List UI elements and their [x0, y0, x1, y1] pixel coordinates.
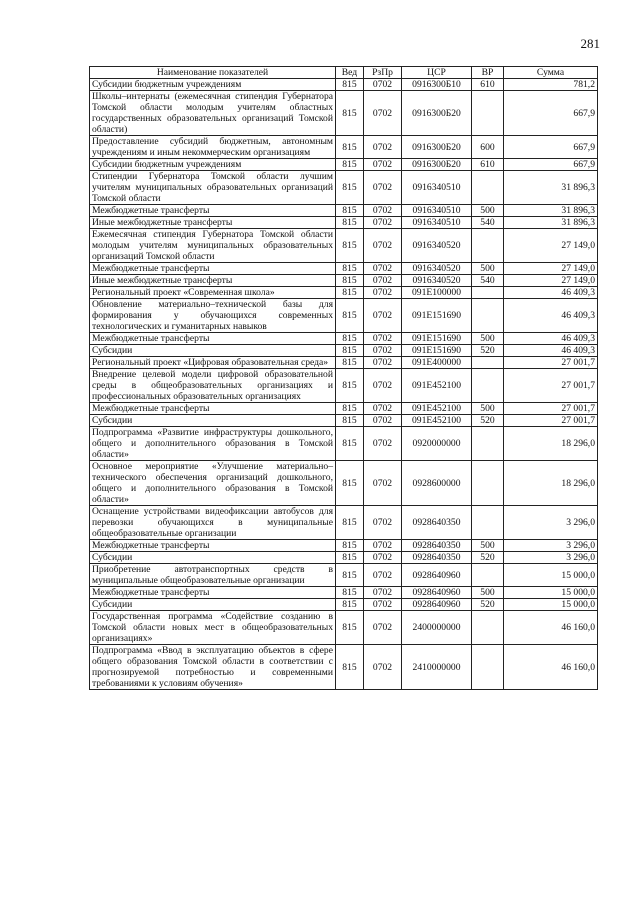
table-row — [90, 217, 598, 229]
cell-vr: 500 — [472, 403, 504, 415]
cell-csr: 091E151690 — [402, 333, 472, 345]
header-name: Наименование показателей — [90, 67, 336, 79]
cell-vr — [472, 369, 504, 403]
table-row — [90, 369, 598, 403]
cell-csr: 0916340520 — [402, 275, 472, 287]
table-row — [90, 275, 598, 287]
cell-ved: 815 — [336, 427, 364, 461]
cell-ved: 815 — [336, 217, 364, 229]
cell-name: Ежемесячная стипендия Губернатора Томской области молодым учителям муниципальных образовательных организаций Томской области — [90, 229, 336, 263]
cell-ved: 815 — [336, 171, 364, 205]
cell-rzpr: 0702 — [364, 275, 402, 287]
cell-name: Субсидии бюджетным учреждениям — [90, 79, 336, 91]
cell-rzpr: 0702 — [364, 136, 402, 159]
cell-rzpr: 0702 — [364, 403, 402, 415]
cell-ved: 815 — [336, 415, 364, 427]
cell-sum: 46 160,0 — [504, 645, 598, 690]
cell-ved: 815 — [336, 564, 364, 587]
cell-vr: 520 — [472, 415, 504, 427]
cell-sum: 27 001,7 — [504, 415, 598, 427]
cell-vr: 540 — [472, 275, 504, 287]
cell-ved: 815 — [336, 275, 364, 287]
cell-vr — [472, 611, 504, 645]
cell-name: Предоставление субсидий бюджетным, автономным учреждениям и иным некоммерческим организациям — [90, 136, 336, 159]
cell-rzpr: 0702 — [364, 540, 402, 552]
cell-csr: 091E400000 — [402, 357, 472, 369]
cell-csr: 0928600000 — [402, 461, 472, 506]
cell-sum: 15 000,0 — [504, 599, 598, 611]
cell-csr: 0928640960 — [402, 564, 472, 587]
cell-vr: 610 — [472, 159, 504, 171]
cell-csr: 0928640350 — [402, 552, 472, 564]
cell-ved: 815 — [336, 587, 364, 599]
cell-rzpr: 0702 — [364, 79, 402, 91]
table-row — [90, 205, 598, 217]
table-row — [90, 79, 598, 91]
cell-sum: 15 000,0 — [504, 587, 598, 599]
table-row — [90, 229, 598, 263]
cell-vr: 500 — [472, 205, 504, 217]
header-ved: Вед — [336, 67, 364, 79]
cell-vr: 610 — [472, 79, 504, 91]
cell-ved: 815 — [336, 345, 364, 357]
cell-sum: 46 409,3 — [504, 299, 598, 333]
cell-vr: 500 — [472, 587, 504, 599]
cell-rzpr: 0702 — [364, 587, 402, 599]
cell-csr: 091E452100 — [402, 415, 472, 427]
cell-rzpr: 0702 — [364, 299, 402, 333]
cell-sum: 3 296,0 — [504, 540, 598, 552]
cell-rzpr: 0702 — [364, 91, 402, 136]
cell-csr: 0916300Б20 — [402, 159, 472, 171]
cell-sum: 27 149,0 — [504, 263, 598, 275]
cell-name: Стипендии Губернатора Томской области лучшим учителям муниципальных образовательных организаций Томской области — [90, 171, 336, 205]
cell-name: Межбюджетные трансферты — [90, 263, 336, 275]
table-row — [90, 357, 598, 369]
cell-sum: 46 409,3 — [504, 333, 598, 345]
cell-name: Внедрение целевой модели цифровой образовательной среды в общеобразовательных организациях и профессиональных образовательных организациях — [90, 369, 336, 403]
cell-rzpr: 0702 — [364, 159, 402, 171]
cell-vr — [472, 564, 504, 587]
cell-sum: 667,9 — [504, 159, 598, 171]
cell-ved: 815 — [336, 461, 364, 506]
cell-csr: 0916340510 — [402, 171, 472, 205]
cell-vr — [472, 229, 504, 263]
cell-csr: 2410000000 — [402, 645, 472, 690]
cell-csr: 0928640960 — [402, 587, 472, 599]
cell-vr: 500 — [472, 333, 504, 345]
page-number: 281 — [580, 36, 600, 51]
cell-vr: 500 — [472, 263, 504, 275]
table-header-row — [90, 67, 598, 79]
cell-ved: 815 — [336, 205, 364, 217]
cell-ved: 815 — [336, 136, 364, 159]
cell-ved: 815 — [336, 357, 364, 369]
cell-name: Региональный проект «Цифровая образовательная среда» — [90, 357, 336, 369]
cell-sum: 27 001,7 — [504, 403, 598, 415]
cell-ved: 815 — [336, 159, 364, 171]
cell-name: Школы–интернаты (ежемесячная стипендия Губернатора Томской области молодым учителям областных государственных образовательных организаций Томской области) — [90, 91, 336, 136]
table-row — [90, 599, 598, 611]
cell-sum: 46 160,0 — [504, 611, 598, 645]
table-row — [90, 333, 598, 345]
cell-name: Субсидии — [90, 599, 336, 611]
cell-csr: 0916300Б10 — [402, 79, 472, 91]
cell-csr: 0916340520 — [402, 229, 472, 263]
cell-sum: 18 296,0 — [504, 461, 598, 506]
table-row — [90, 287, 598, 299]
cell-rzpr: 0702 — [364, 229, 402, 263]
cell-ved: 815 — [336, 506, 364, 540]
cell-rzpr: 0702 — [364, 599, 402, 611]
cell-name: Иные межбюджетные трансферты — [90, 217, 336, 229]
table-row — [90, 645, 598, 690]
table-row — [90, 552, 598, 564]
cell-sum: 27 001,7 — [504, 357, 598, 369]
cell-name: Межбюджетные трансферты — [90, 205, 336, 217]
cell-vr: 600 — [472, 136, 504, 159]
cell-vr — [472, 506, 504, 540]
cell-sum: 46 409,3 — [504, 287, 598, 299]
table-row — [90, 506, 598, 540]
cell-vr: 520 — [472, 552, 504, 564]
table-row — [90, 540, 598, 552]
cell-csr: 091E452100 — [402, 369, 472, 403]
table-row — [90, 587, 598, 599]
cell-csr: 0928640350 — [402, 506, 472, 540]
cell-vr — [472, 91, 504, 136]
cell-csr: 0916340510 — [402, 205, 472, 217]
cell-csr: 091E151690 — [402, 345, 472, 357]
cell-rzpr: 0702 — [364, 427, 402, 461]
cell-rzpr: 0702 — [364, 369, 402, 403]
cell-csr: 2400000000 — [402, 611, 472, 645]
table-row — [90, 299, 598, 333]
cell-ved: 815 — [336, 611, 364, 645]
table-body — [90, 79, 598, 690]
header-sum: Сумма — [504, 67, 598, 79]
cell-rzpr: 0702 — [364, 415, 402, 427]
cell-name: Государственная программа «Содействие созданию в Томской области новых мест в общеобразовательных организациях» — [90, 611, 336, 645]
cell-csr: 091E452100 — [402, 403, 472, 415]
cell-ved: 815 — [336, 229, 364, 263]
cell-vr — [472, 287, 504, 299]
cell-ved: 815 — [336, 79, 364, 91]
cell-ved: 815 — [336, 91, 364, 136]
cell-sum: 3 296,0 — [504, 552, 598, 564]
cell-vr — [472, 171, 504, 205]
cell-sum: 31 896,3 — [504, 205, 598, 217]
cell-sum: 781,2 — [504, 79, 598, 91]
table-row — [90, 611, 598, 645]
table-row — [90, 403, 598, 415]
cell-ved: 815 — [336, 333, 364, 345]
cell-ved: 815 — [336, 403, 364, 415]
cell-name: Иные межбюджетные трансферты — [90, 275, 336, 287]
cell-vr: 540 — [472, 217, 504, 229]
cell-name: Региональный проект «Современная школа» — [90, 287, 336, 299]
cell-name: Субсидии — [90, 415, 336, 427]
cell-vr: 520 — [472, 599, 504, 611]
cell-sum: 667,9 — [504, 91, 598, 136]
cell-rzpr: 0702 — [364, 357, 402, 369]
cell-name: Приобретение автотранспортных средств в муниципальные общеобразовательные организации — [90, 564, 336, 587]
cell-csr: 0920000000 — [402, 427, 472, 461]
cell-csr: 0928640960 — [402, 599, 472, 611]
cell-vr: 520 — [472, 345, 504, 357]
cell-ved: 815 — [336, 263, 364, 275]
cell-name: Подпрограмма «Ввод в эксплуатацию объектов в сфере общего образования Томской области в соответствии с прогнозируемой потребностью и современными требованиями к условиям обучения» — [90, 645, 336, 690]
cell-rzpr: 0702 — [364, 506, 402, 540]
cell-rzpr: 0702 — [364, 611, 402, 645]
cell-rzpr: 0702 — [364, 263, 402, 275]
cell-ved: 815 — [336, 287, 364, 299]
cell-name: Оснащение устройствами видеофиксации автобусов для перевозки обучающихся в муниципальные общеобразовательные организации — [90, 506, 336, 540]
cell-name: Межбюджетные трансферты — [90, 403, 336, 415]
cell-rzpr: 0702 — [364, 461, 402, 506]
cell-ved: 815 — [336, 369, 364, 403]
cell-vr — [472, 299, 504, 333]
cell-csr: 091E151690 — [402, 299, 472, 333]
cell-sum: 27 001,7 — [504, 369, 598, 403]
cell-rzpr: 0702 — [364, 345, 402, 357]
table-row — [90, 427, 598, 461]
cell-sum: 46 409,3 — [504, 345, 598, 357]
cell-csr: 0916300Б20 — [402, 136, 472, 159]
cell-name: Субсидии — [90, 345, 336, 357]
cell-csr: 091E100000 — [402, 287, 472, 299]
cell-sum: 15 000,0 — [504, 564, 598, 587]
header-csr: ЦСР — [402, 67, 472, 79]
cell-ved: 815 — [336, 540, 364, 552]
cell-sum: 667,9 — [504, 136, 598, 159]
cell-name: Межбюджетные трансферты — [90, 333, 336, 345]
cell-sum: 27 149,0 — [504, 275, 598, 287]
cell-rzpr: 0702 — [364, 171, 402, 205]
table-row — [90, 564, 598, 587]
cell-csr: 0916340510 — [402, 217, 472, 229]
cell-name: Обновление материально–технической базы для формирования у обучающихся современных технологических и гуманитарных навыков — [90, 299, 336, 333]
cell-vr — [472, 645, 504, 690]
cell-rzpr: 0702 — [364, 645, 402, 690]
budget-table — [89, 66, 598, 690]
cell-ved: 815 — [336, 299, 364, 333]
cell-sum: 31 896,3 — [504, 171, 598, 205]
table-row — [90, 171, 598, 205]
cell-name: Субсидии — [90, 552, 336, 564]
cell-name: Субсидии бюджетным учреждениям — [90, 159, 336, 171]
cell-vr: 500 — [472, 540, 504, 552]
cell-name: Подпрограмма «Развитие инфраструктуры дошкольного, общего и дополнительного образования в Томской области» — [90, 427, 336, 461]
cell-rzpr: 0702 — [364, 217, 402, 229]
table-row — [90, 159, 598, 171]
cell-name: Межбюджетные трансферты — [90, 540, 336, 552]
cell-name: Межбюджетные трансферты — [90, 587, 336, 599]
table-row — [90, 461, 598, 506]
table-row — [90, 263, 598, 275]
cell-name: Основное мероприятие «Улучшение материально–технического обеспечения организаций дошкольного, общего и дополнительного образования в Томской области» — [90, 461, 336, 506]
cell-rzpr: 0702 — [364, 287, 402, 299]
table-row — [90, 345, 598, 357]
cell-ved: 815 — [336, 599, 364, 611]
cell-vr — [472, 461, 504, 506]
cell-rzpr: 0702 — [364, 205, 402, 217]
cell-rzpr: 0702 — [364, 552, 402, 564]
cell-vr — [472, 357, 504, 369]
cell-ved: 815 — [336, 645, 364, 690]
cell-rzpr: 0702 — [364, 564, 402, 587]
cell-csr: 0916300Б20 — [402, 91, 472, 136]
cell-csr: 0928640350 — [402, 540, 472, 552]
cell-sum: 31 896,3 — [504, 217, 598, 229]
header-rzpr: РзПр — [364, 67, 402, 79]
table-row — [90, 136, 598, 159]
cell-ved: 815 — [336, 552, 364, 564]
table-row — [90, 415, 598, 427]
cell-rzpr: 0702 — [364, 333, 402, 345]
cell-vr — [472, 427, 504, 461]
table-row — [90, 91, 598, 136]
cell-sum: 27 149,0 — [504, 229, 598, 263]
cell-sum: 3 296,0 — [504, 506, 598, 540]
header-vr: ВР — [472, 67, 504, 79]
cell-csr: 0916340520 — [402, 263, 472, 275]
cell-sum: 18 296,0 — [504, 427, 598, 461]
